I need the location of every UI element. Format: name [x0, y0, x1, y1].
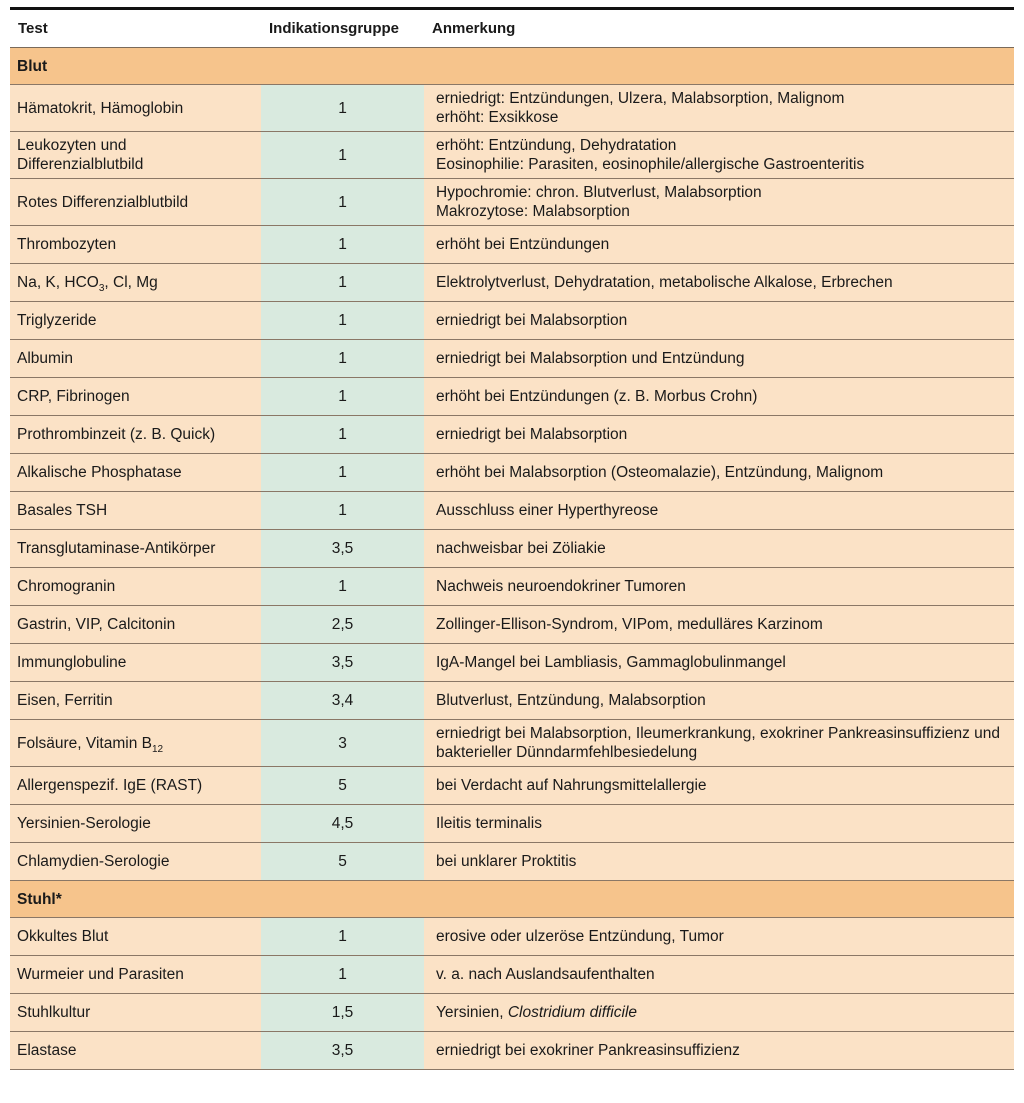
note-cell: erniedrigt bei Malabsorption: [424, 416, 1014, 454]
group-cell: 3: [261, 720, 424, 767]
test-cell: Gastrin, VIP, Calcitonin: [10, 606, 261, 644]
group-cell: 3,5: [261, 530, 424, 568]
note-cell: Blutverlust, Entzündung, Malabsorption: [424, 682, 1014, 720]
note-cell: erniedrigt bei Malabsorption: [424, 302, 1014, 340]
table-row: [10, 340, 1014, 378]
group-cell: 5: [261, 843, 424, 881]
test-cell: Wurmeier und Parasiten: [10, 956, 261, 994]
table-row: [10, 720, 1014, 767]
table-row: [10, 918, 1014, 956]
group-cell: 1: [261, 302, 424, 340]
note-line: erhöht: Entzündung, Dehydratation: [436, 137, 677, 154]
table-row: [10, 843, 1014, 881]
group-cell: 1: [261, 492, 424, 530]
note-cell: bei unklarer Proktitis: [424, 843, 1014, 881]
note-cell: Nachweis neuroendokriner Tumoren: [424, 568, 1014, 606]
note-cell: erosive oder ulzeröse Entzündung, Tumor: [424, 918, 1014, 956]
note-line: erniedrigt bei Malabsorption, Ileumerkrankung, exokriner Pankreasinsuffizienz und: [436, 725, 1001, 742]
table-row: [10, 179, 1014, 226]
table-row: [10, 568, 1014, 606]
group-cell: 1: [261, 85, 424, 132]
test-cell: CRP, Fibrinogen: [10, 378, 261, 416]
group-cell: 1: [261, 340, 424, 378]
table-row: [10, 767, 1014, 805]
test-subscript: 12: [151, 743, 164, 755]
test-cell: Alkalische Phosphatase: [10, 454, 261, 492]
group-cell: 1: [261, 416, 424, 454]
test-cell: [10, 132, 261, 179]
note-cell: Elektrolytverlust, Dehydratation, metabolische Alkalose, Erbrechen: [424, 264, 1014, 302]
note-cell: Ausschluss einer Hyperthyreose: [424, 492, 1014, 530]
test-cell: Eisen, Ferritin: [10, 682, 261, 720]
test-cell: Stuhlkultur: [10, 994, 261, 1032]
test-cell: Albumin: [10, 340, 261, 378]
test-subscript: 3: [98, 283, 105, 295]
test-line: Leukozyten und: [17, 137, 127, 154]
note-cell: IgA-Mangel bei Lambliasis, Gammaglobulinmangel: [424, 644, 1014, 682]
table-row: [10, 805, 1014, 843]
note-cell: v. a. nach Auslandsaufenthalten: [424, 956, 1014, 994]
header-note: Anmerkung: [424, 10, 1014, 48]
table-row: [10, 132, 1014, 179]
note-line: erniedrigt: Entzündungen, Ulzera, Malabsorption, Malignom: [436, 90, 845, 107]
test-cell: Prothrombinzeit (z. B. Quick): [10, 416, 261, 454]
note-line: Makrozytose: Malabsorption: [436, 203, 630, 220]
section-row: [10, 48, 1014, 85]
table-row: [10, 264, 1014, 302]
test-cell: Chlamydien-Serologie: [10, 843, 261, 881]
group-cell: 1: [261, 179, 424, 226]
note-cell: [424, 994, 1014, 1032]
note-cell: erhöht bei Entzündungen: [424, 226, 1014, 264]
test-text: Folsäure, Vitamin B: [17, 734, 152, 752]
lab-test-table: [10, 10, 1014, 1070]
group-cell: 1: [261, 918, 424, 956]
test-text-tail: , Cl, Mg: [104, 274, 158, 291]
header-group: Indikationsgruppe: [261, 10, 424, 48]
table-row: [10, 492, 1014, 530]
table-row: [10, 644, 1014, 682]
note-line: bakterieller Dünndarmfehlbesiedelung: [436, 744, 698, 761]
note-line: erhöht: Exsikkose: [436, 109, 559, 126]
note-cell: nachweisbar bei Zöliakie: [424, 530, 1014, 568]
table-row: [10, 416, 1014, 454]
group-cell: 1: [261, 132, 424, 179]
group-cell: 3,5: [261, 1032, 424, 1070]
test-cell: [10, 264, 261, 302]
group-cell: 5: [261, 767, 424, 805]
table-row: [10, 302, 1014, 340]
test-cell: Transglutaminase-Antikörper: [10, 530, 261, 568]
group-cell: 1: [261, 956, 424, 994]
table-row: [10, 85, 1014, 132]
group-cell: 1: [261, 568, 424, 606]
test-cell: Thrombozyten: [10, 226, 261, 264]
test-line: Differenzialblutbild: [17, 156, 144, 173]
table-row: [10, 682, 1014, 720]
test-cell: Okkultes Blut: [10, 918, 261, 956]
table-row: [10, 606, 1014, 644]
table-container: [10, 7, 1014, 1070]
note-line: Hypochromie: chron. Blutverlust, Malabsorption: [436, 184, 762, 201]
table-row: [10, 226, 1014, 264]
note-cell: [424, 85, 1014, 132]
test-text: Na, K, HCO: [17, 274, 99, 291]
note-cell: erniedrigt bei Malabsorption und Entzündung: [424, 340, 1014, 378]
note-line: Eosinophilie: Parasiten, eosinophile/allergische Gastroenteritis: [436, 156, 865, 173]
group-cell: 4,5: [261, 805, 424, 843]
test-cell: Chromogranin: [10, 568, 261, 606]
note-italic: Clostridium difficile: [507, 1004, 638, 1021]
table-row: [10, 1032, 1014, 1070]
group-cell: 1: [261, 378, 424, 416]
note-cell: erniedrigt bei exokriner Pankreasinsuffizienz: [424, 1032, 1014, 1070]
note-cell: [424, 179, 1014, 226]
note-cell: bei Verdacht auf Nahrungsmittelallergie: [424, 767, 1014, 805]
note-cell: erhöht bei Entzündungen (z. B. Morbus Crohn): [424, 378, 1014, 416]
table-row: [10, 956, 1014, 994]
section-row: [10, 881, 1014, 918]
table-row: [10, 454, 1014, 492]
group-cell: 1: [261, 454, 424, 492]
table-row: [10, 530, 1014, 568]
note-cell: [424, 720, 1014, 767]
test-cell: Yersinien-Serologie: [10, 805, 261, 843]
group-cell: 1: [261, 226, 424, 264]
test-cell: Hämatokrit, Hämoglobin: [10, 85, 261, 132]
test-cell: Rotes Differenzialblutbild: [10, 179, 261, 226]
test-cell: Elastase: [10, 1032, 261, 1070]
table-row: [10, 378, 1014, 416]
group-cell: 1,5: [261, 994, 424, 1032]
note-cell: Zollinger-Ellison-Syndrom, VIPom, medulläres Karzinom: [424, 606, 1014, 644]
section-title: Stuhl*: [10, 881, 1014, 918]
group-cell: 3,4: [261, 682, 424, 720]
note-cell: [424, 132, 1014, 179]
group-cell: 2,5: [261, 606, 424, 644]
test-cell: Allergenspezif. IgE (RAST): [10, 767, 261, 805]
note-cell: Ileitis terminalis: [424, 805, 1014, 843]
group-cell: 3,5: [261, 644, 424, 682]
test-cell: Basales TSH: [10, 492, 261, 530]
test-cell: Triglyzeride: [10, 302, 261, 340]
header-test: Test: [10, 10, 261, 48]
note-text: Yersinien,: [436, 1004, 508, 1021]
group-cell: 1: [261, 264, 424, 302]
table-body: [10, 48, 1014, 1070]
note-cell: erhöht bei Malabsorption (Osteomalazie), Entzündung, Malignom: [424, 454, 1014, 492]
header-row: [10, 10, 1014, 48]
table-row: [10, 994, 1014, 1032]
test-cell: Immunglobuline: [10, 644, 261, 682]
section-title: Blut: [10, 48, 1014, 85]
test-cell: [10, 720, 261, 767]
